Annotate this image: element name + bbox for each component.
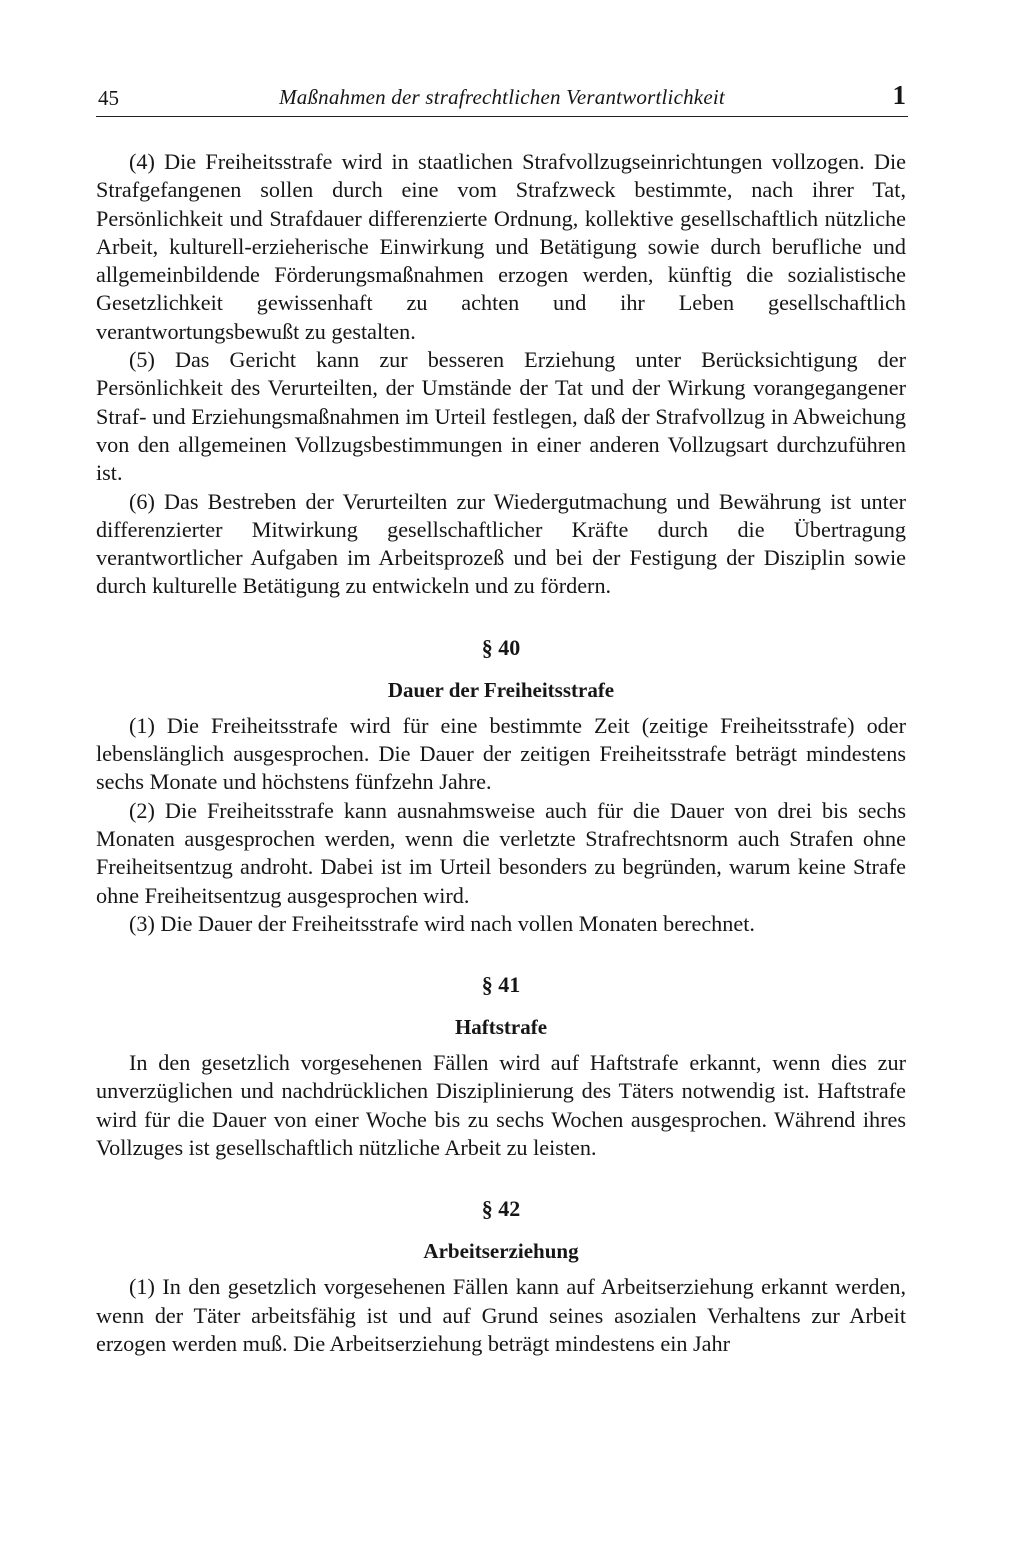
section-number-42: § 42 — [481, 1196, 521, 1222]
page-body — [96, 148, 906, 1358]
section-title-42: Arbeitserziehung — [423, 1239, 579, 1264]
page-header — [96, 80, 908, 117]
section-number-41: § 41 — [481, 972, 521, 998]
paragraph-39-4: (4) Die Freiheitsstrafe wird in staatlichen Strafvollzugseinrichtungen vollzogen. Die Strafgefangenen sollen durch eine vom Strafzweck bestimmte, nach ihrer Tat, Persönlichkeit und Strafdauer differenzierte Ordnung, kollektive gesellschaftlich nützliche Arbeit, kulturell-erzieherische Einwirkung und Betätigung sowie durch berufliche und allgemeinbildende Förderungsmaßnahmen erzogen werden, künftig die sozialistische Gesetzlichkeit gewissenhaft zu achten und ihr Leben gesellschaftlich verantwortungsbewußt zu gestalten. — [96, 149, 906, 344]
running-title: Maßnahmen der strafrechtlichen Verantwortlichkeit — [279, 85, 725, 109]
page-number: 45 — [98, 86, 119, 110]
paragraph-39-5: (5) Das Gericht kann zur besseren Erziehung unter Berücksichtigung der Persönlichkeit des Verurteilten, der Umstände der Tat und der Wirkung vorangegangener Straf- und Erziehungsmaßnahmen im Urteil festlegen, daß der Strafvollzug in Abweichung von den allgemeinen Vollzugsbestimmungen in einer anderen Vollzugsart durchzuführen ist. — [96, 347, 906, 486]
chapter-number: 1 — [892, 80, 906, 110]
paragraph-41: In den gesetzlich vorgesehenen Fällen wird auf Haftstrafe erkannt, wenn dies zur unverzüglichen und nachdrücklichen Disziplinierung des Täters notwendig ist. Haftstrafe wird für die Dauer von einer Woche bis zu sechs Wochen ausgesprochen. Während ihres Vollzuges ist gesellschaftlich nützliche Arbeit zu leisten. — [96, 1050, 906, 1161]
paragraph-42-1: (1) In den gesetzlich vorgesehenen Fällen kann auf Arbeitserziehung erkannt werden, wenn der Täter arbeitsfähig ist und auf Grund seines asozialen Verhaltens zur Arbeit erzogen werden muß. Die Arbeitserziehung beträgt mindestens ein Jahr — [96, 1274, 906, 1356]
paragraph-39-6: (6) Das Bestreben der Verurteilten zur Wiedergutmachung und Bewährung ist unter differenzierter Mitwirkung gesellschaftlicher Kräfte durch die Übertragung verantwortlicher Aufgaben im Arbeitsprozeß und bei der Festigung der Disziplin sowie durch kulturelle Betätigung zu entwickeln und zu fördern. — [96, 488, 906, 599]
paragraph-40-3: (3) Die Dauer der Freiheitsstrafe wird nach vollen Monaten berechnet. — [129, 910, 755, 936]
section-number-40: § 40 — [481, 634, 521, 660]
section-title-41: Haftstrafe — [454, 1015, 548, 1040]
section-title-40: Dauer der Freiheitsstrafe — [387, 677, 615, 702]
paragraph-40-1: (1) Die Freiheitsstrafe wird für eine bestimmte Zeit (zeitige Freiheitsstrafe) oder lebenslänglich ausgesprochen. Die Dauer der zeitigen Freiheitsstrafe beträgt mindestens sechs Monate und höchstens fünfzehn Jahre. — [96, 712, 906, 795]
paragraph-40-2: (2) Die Freiheitsstrafe kann ausnahmsweise auch für die Dauer von drei bis sechs Monaten ausgesprochen werden, wenn die verletzte Strafrechtsnorm auch Strafen ohne Freiheitsentzug androht. Dabei ist im Urteil besonders zu begründen, warum keine Strafe ohne Freiheitsentzug ausgesprochen wird. — [96, 797, 906, 908]
